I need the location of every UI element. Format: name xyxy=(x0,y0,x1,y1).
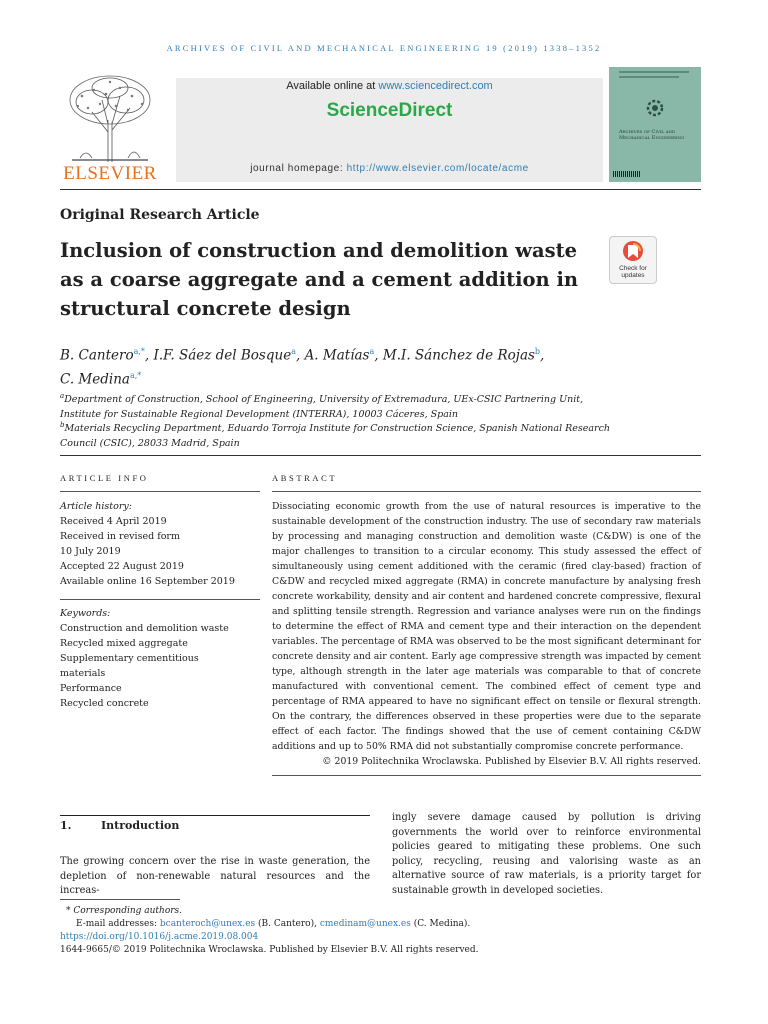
check-for-updates-button[interactable] xyxy=(609,236,657,284)
email-addresses: E-mail addresses: bcanteroch@unex.es (B. Cantero), cmedinam@unex.es (C. Medina). xyxy=(76,919,471,929)
abstract-rule xyxy=(272,491,701,492)
journal-homepage: journal homepage: http://www.elsevier.com/locate/acme xyxy=(250,163,529,174)
check-for-updates-label: Check for updates xyxy=(619,265,647,279)
article-info-rule xyxy=(60,491,260,492)
abstract-bottom-rule xyxy=(272,775,701,776)
sciencedirect-link[interactable]: www.sciencedirect.com xyxy=(378,80,493,92)
email-link[interactable]: cmedinam@unex.es xyxy=(319,919,411,929)
bookmark-refresh-icon xyxy=(622,240,644,264)
footnote-rule xyxy=(60,899,180,900)
issn-copyright: 1644-9665/© 2019 Politechnika Wroclawska. Published by Elsevier B.V. All rights reserved. xyxy=(60,945,479,955)
intro-right-column: ingly severe damage caused by pollution is driving governments the world over to reinforce environmental policies geared to mitigating these problems. One such policy, recycling, reusing and valorising waste as an alternative source of raw materials, is a priority target for sustainable growth in developed societies. xyxy=(392,812,701,896)
sciencedirect-brand: ScienceDirect xyxy=(326,100,453,121)
keywords-rule xyxy=(60,599,260,600)
corresponding-note: * Corresponding authors. xyxy=(66,906,183,916)
intro-left-column: The growing concern over the rise in waste generation, the depletion of non-renewable natural resources and the increas- xyxy=(60,856,370,897)
author: C. Medina xyxy=(60,371,130,387)
cover-title: Archives of Civil and Mechanical Engineering xyxy=(619,129,685,141)
article-history: Article history: Received 4 April 2019 Received in revised form 10 July 2019 Accepted 22 August 2019 Available online 16 September 2019 xyxy=(60,501,235,587)
affiliation: $^b$Materials Recycling Department, Eduardo Torroja Institute for Construction Science, Spanish National Research Council (CSIC), 28033 Madrid, Spain xyxy=(60,421,611,449)
author: I.F. Sáez del Bosque xyxy=(153,347,292,364)
abstract-copyright: © 2019 Politechnika Wroclawska. Published by Elsevier B.V. All rights reserved. xyxy=(322,756,701,767)
author: B. Cantero xyxy=(60,347,134,364)
abstract-body: Dissociating economic growth from the use of natural resources is imperative to the sustainable development of the construction industry. The use of secondary raw materials by processing and managing construction and demolition waste (C&DW) is one of the major challenges to transition to a circular economy. This study assessed the effect of simultaneously using cement additioned with the ceramic (fired clay-based) fraction of C&DW and recycled mixed aggregate (RMA) in concrete manufacture by analysing fresh concrete workability, density and air content and hardened concrete compressive, flexural and splitting tensile strength. Regression and variance analyses were run on the findings to determine the effect of RMA and cement type and their interaction on the dependent variables. The percentage of RMA was observed to be the most significant determinant for concrete density and air content. Early age compressive strength was impacted by cement type, although strength in the later age materials was comparable to that of concrete manufactured with conventional cement. The combined effect of cement type and percentage of RMA appeared to have no significant effect on tensile or flexural strength. On the contrary, the differences observed in these properties were due to the separate effect of each factor. The findings showed that the use of cement containing C&DW additions and up to 50% RMA did not substantially compromise concrete performance. © 2019 Politechnika Wroclawska. Published by Elsevier B.V. All rights reserved. xyxy=(272,501,701,767)
section-rule xyxy=(60,455,701,456)
available-online: Available online at www.sciencedirect.com xyxy=(286,80,493,92)
gear-icon xyxy=(644,97,666,119)
affiliation: $^a$Department of Construction, School of Engineering, University of Extremadura, UEx-CSIC Partnering Unit, Institute for Sustainable Regional Development (INTERRA), 10003 Cáceres, Spain xyxy=(60,392,584,420)
author: A. Matías xyxy=(304,347,370,364)
section-heading: Introduction xyxy=(101,819,180,832)
email-link[interactable]: bcanteroch@unex.es xyxy=(159,919,256,929)
keywords: Keywords: Construction and demolition waste Recycled mixed aggregate Supplementary cementitious materials Performance Recycled concrete xyxy=(60,608,229,709)
author: M.I. Sánchez de Rojas xyxy=(382,347,535,364)
elsevier-logo-text: ELSEVIER xyxy=(63,163,157,184)
journal-homepage-link[interactable]: http://www.elsevier.com/locate/acme xyxy=(346,163,529,174)
header-rule xyxy=(60,189,701,190)
abstract-heading: ABSTRACT xyxy=(272,473,338,483)
elsevier-tree-logo xyxy=(62,72,158,164)
doi-link[interactable]: https://doi.org/10.1016/j.acme.2019.08.004 xyxy=(60,932,259,942)
article-title: Inclusion of construction and demolition waste as a coarse aggregate and a cement addition in structural concrete design xyxy=(60,239,579,320)
section-number: 1. xyxy=(60,819,72,832)
article-type: Original Research Article xyxy=(60,207,260,223)
author-list: B. Cantero$^{a,*}$, I.F. Sáez del Bosque$^a$, A. Matías$^a$, M.I. Sánchez de Rojas$^b$, C. Medina$^{a,*}$ xyxy=(60,347,545,387)
article-info-heading: ARTICLE INFO xyxy=(60,473,149,483)
journal-cover xyxy=(609,67,701,182)
running-header: ARCHIVES OF CIVIL AND MECHANICAL ENGINEERING 19 (2019) 1338–1352 xyxy=(166,43,602,53)
intro-rule xyxy=(60,815,370,816)
